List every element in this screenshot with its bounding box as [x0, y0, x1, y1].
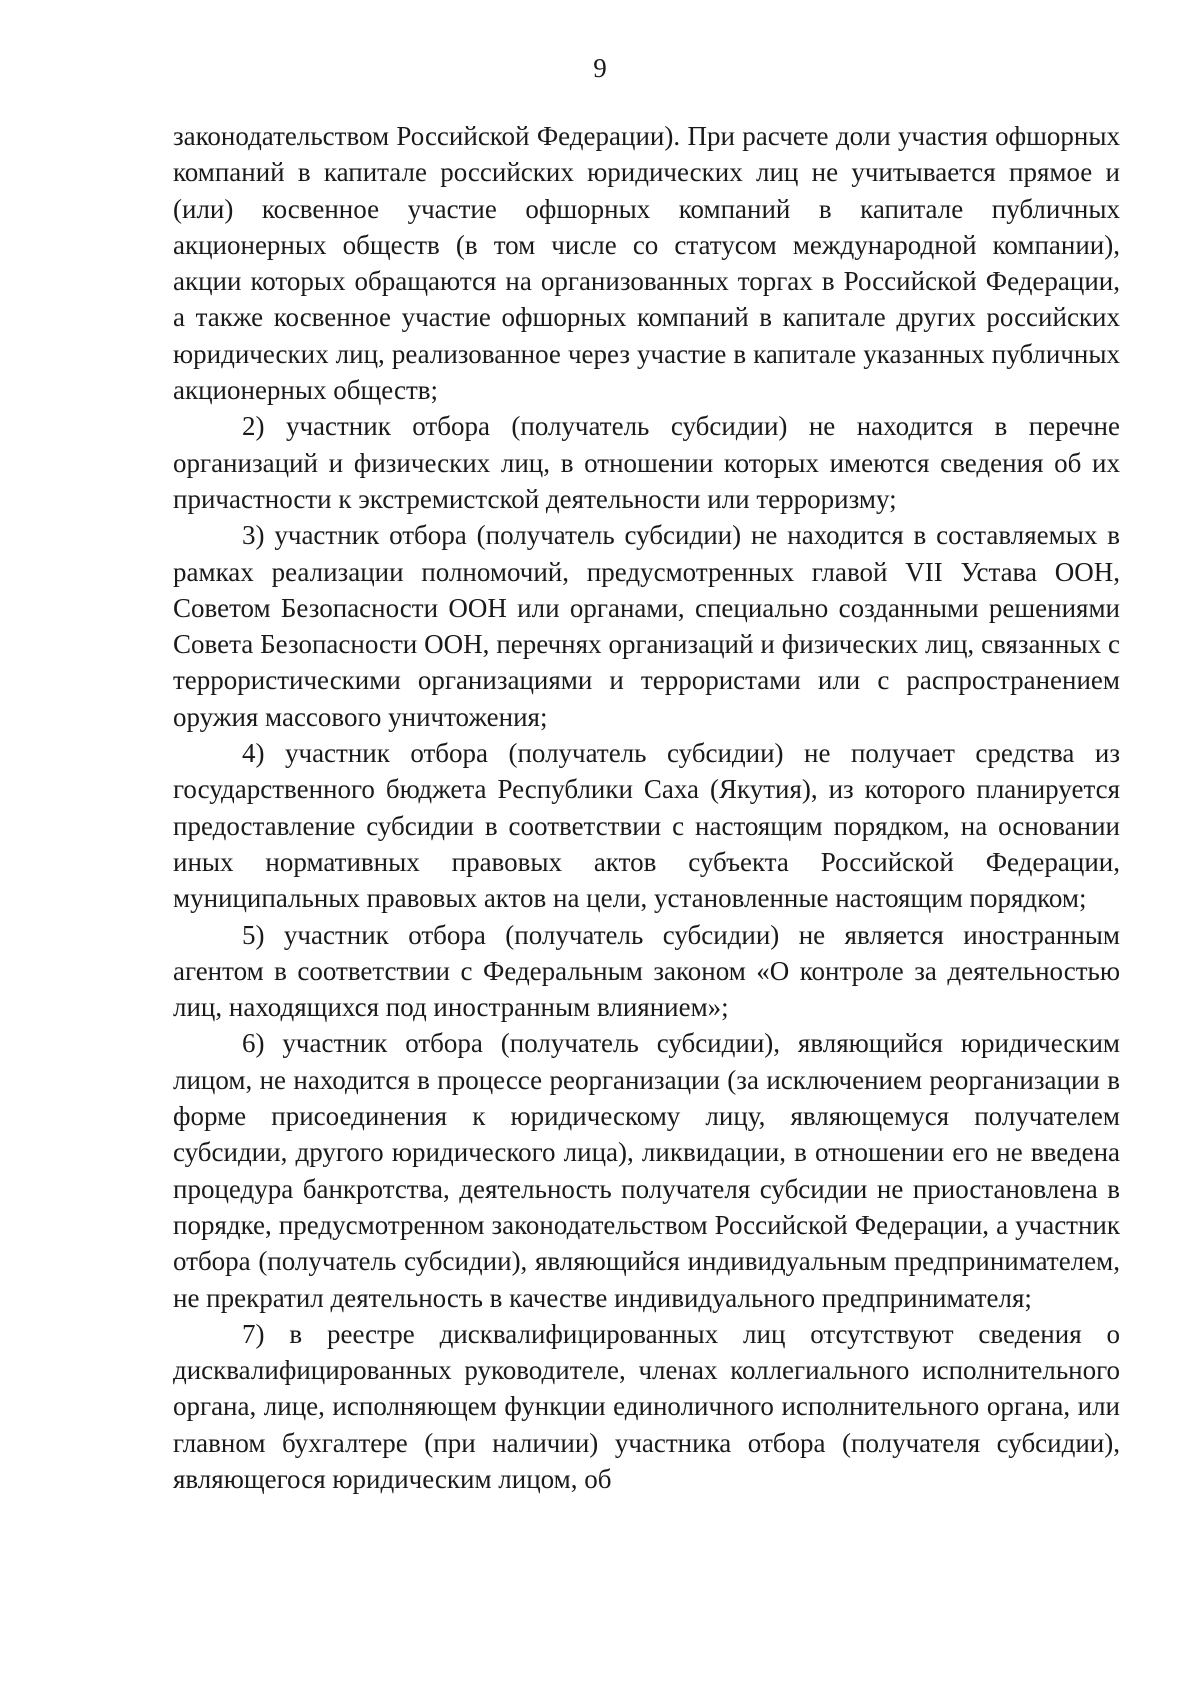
list-item-7: 7) в реестре дисквалифицированных лиц отсутствуют сведения о дисквалифицированных руководителе, членах коллегиального исполнительного органа, лице, исполняющем функции единоличного исполнительного органа, или главном бухгалтере (при наличии) участника отбора (получателя субсидии), являющегося юридическим лицом, об: [173, 1318, 1120, 1494]
page-number: 9: [593, 53, 607, 83]
document-body: [173, 118, 1120, 1497]
list-item-2: 2) участник отбора (получатель субсидии) не находится в перечне организаций и физических лиц, в отношении которых имеются сведения об их причастности к экстремистской деятельности или терроризму;: [173, 411, 1120, 514]
list-item-5: 5) участник отбора (получатель субсидии) не является иностранным агентом в соответствии с Федеральным законом «О контроле за деятельностью лиц, находящихся под иностранным влиянием»;: [173, 919, 1120, 1023]
list-item-4: 4) участник отбора (получатель субсидии) не получает средства из государственного бюджета Республики Саха (Якутия), из которого планируется предоставление субсидии в соответствии с настоящим порядком, на основании иных нормативных правовых актов субъекта Российской Федерации, муниципальных правовых актов на цели, установленные настоящим порядком;: [173, 738, 1120, 914]
list-item-3: 3) участник отбора (получатель субсидии) не находится в составляемых в рамках реализации полномочий, предусмотренных главой VII Устава ООН, Советом Безопасности ООН или органами, специально созданными решениями Совета Безопасности ООН, перечнях организаций и физических лиц, связанных с террористическими организациями и террористами или с распространением оружия массового уничтожения;: [173, 520, 1120, 732]
list-item-6: 6) участник отбора (получатель субсидии), являющийся юридическим лицом, не находится в процессе реорганизации (за исключением реорганизации в форме присоединения к юридическому лицу, являющемуся получателем субсидии, другого юридического лица), ликвидации, в отношении его не введена процедура банкротства, деятельность получателя субсидии не приостановлена в порядке, предусмотренном законодательством Российской Федерации, а участник отбора (получатель субсидии), являющийся индивидуальным предпринимателем, не прекратил деятельность в качестве индивидуального предпринимателя;: [173, 1028, 1120, 1313]
paragraph-continuation: законодательством Российской Федерации). При расчете доли участия офшорных компаний в капитале российских юридических лиц не учитывается прямое и (или) косвенное участие офшорных компаний в капитале публичных акционерных обществ (в том числе со статусом международной компании), акции которых обращаются на организованных торгах в Российской Федерации, а также косвенное участие офшорных компаний в капитале других российских юридических лиц, реализованное через участие в капитале указанных публичных акционерных обществ;: [173, 121, 1120, 406]
